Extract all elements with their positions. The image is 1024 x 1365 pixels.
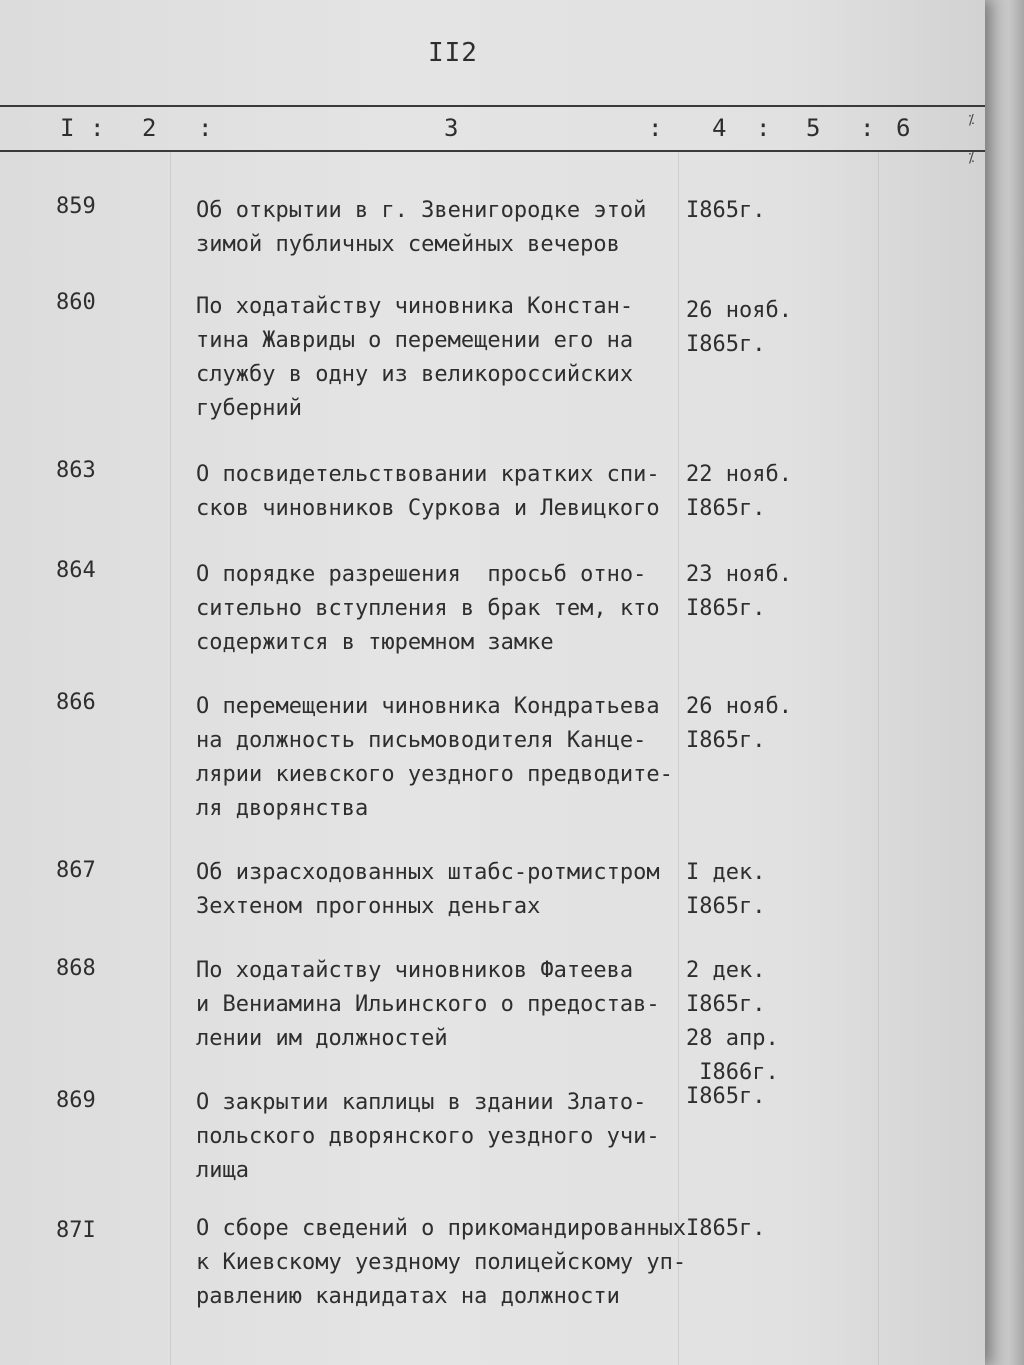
entry-number: 859 [56, 194, 96, 219]
entry-date: I865г. [686, 198, 766, 223]
rule-end-mark-bottom: ⁒ [968, 150, 973, 166]
column-header-6: 6 [896, 114, 911, 142]
entry-date: 23 нояб. I865г. [686, 562, 792, 621]
header-bottom-rule [0, 150, 985, 152]
page-number: II2 [428, 38, 478, 68]
entry-title: Об израсходованных штабс-ротмистром Зехтеном прогонных деньгах [196, 860, 660, 919]
entry-title: По ходатайству чиновника Констан- тина Жавриды о перемещении его на службу в одну из великороссийских губерний [196, 294, 634, 421]
entry-date: 22 нояб. I865г. [686, 462, 792, 521]
entry-title: Об открытии в г. Звенигородке этой зимой публичных семейных вечеров [196, 198, 647, 257]
entry-date: 2 дек. I865г. 28 апр. I866г. [686, 958, 779, 1085]
column-header-3: 3 [444, 114, 459, 142]
column-separator: : [198, 114, 213, 142]
entry-date: I дек. I865г. [686, 860, 766, 919]
underlying-page-edge [985, 0, 1024, 1365]
entry-number: 869 [56, 1088, 96, 1113]
entry-date: I865г. [686, 1084, 766, 1109]
entry-title: О перемещении чиновника Кондратьева на должность письмоводителя Канце- лярии киевского уездного предводите- ля дворянства [196, 694, 673, 821]
entry-title: По ходатайству чиновников Фатеева и Вениамина Ильинского о предостав- лении им должностей [196, 958, 660, 1051]
column-header-4: 4 [712, 114, 727, 142]
entry-number: 866 [56, 690, 96, 715]
entry-number: 864 [56, 558, 96, 583]
column-separator: : [756, 114, 771, 142]
entry-number: 860 [56, 290, 96, 315]
entry-title: О порядке разрешения просьб отно- сительно вступления в брак тем, кто содержится в тюремном замке [196, 562, 660, 655]
column-divider [878, 152, 879, 1365]
column-separator: : [860, 114, 875, 142]
entry-date: I865г. [686, 1216, 766, 1241]
entry-number: 863 [56, 458, 96, 483]
column-separator: : [90, 114, 105, 142]
entry-date: 26 нояб. I865г. [686, 298, 792, 357]
column-separator: : [648, 114, 663, 142]
entry-number: 867 [56, 858, 96, 883]
column-divider [170, 152, 171, 1365]
entry-title: О закрытии каплицы в здании Злато- польского дворянского уездного учи- лища [196, 1090, 660, 1183]
rule-end-mark-top: ⁒ [968, 112, 973, 128]
entry-date: 26 нояб. I865г. [686, 694, 792, 753]
column-header-1: I [60, 114, 75, 142]
entry-number: 87I [56, 1218, 96, 1243]
header-top-rule [0, 105, 985, 107]
column-header-2: 2 [142, 114, 157, 142]
entry-title: О посвидетельствовании кратких спи- сков чиновников Суркова и Левицкого [196, 462, 660, 521]
entry-number: 868 [56, 956, 96, 981]
entry-title: О сборе сведений о прикомандированных к Киевскому уездному полицейскому уп- равлению кандидатах на должности [196, 1216, 687, 1309]
column-header-5: 5 [806, 114, 821, 142]
